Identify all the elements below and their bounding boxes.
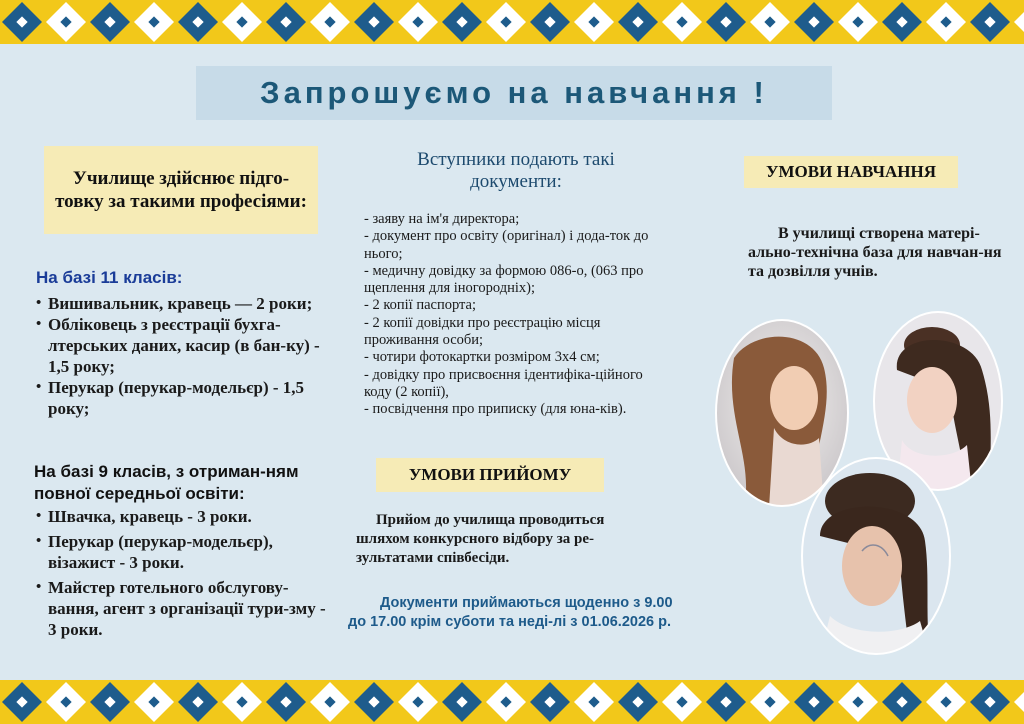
admission-text: Прийом до училища проводиться шляхом конкурсного відбору за ре-зультатами співбесіди.: [356, 512, 605, 566]
page-title-box: [196, 66, 832, 120]
training-heading-box: [744, 156, 958, 188]
list-item: • Майстер готельного обслугову-вання, агент з організації тури-зму - 3 роки.: [48, 577, 338, 640]
list-item: - заяву на ім'я директора;: [364, 211, 520, 227]
documents-heading: Вступники подають такі документи:: [417, 149, 615, 192]
top-ornament-band: [0, 0, 1024, 44]
list-item: - 2 копії паспорта;: [364, 297, 477, 314]
ornament-pattern: [0, 0, 1024, 44]
ornament-diamond: [1014, 2, 1024, 42]
page-title: Запрошуємо на навчання !: [260, 75, 768, 110]
admission-heading: УМОВИ ПРИЙОМУ: [408, 465, 572, 484]
base-9-heading: На базі 9 класів, з отриман-ням повної середньої освіти:: [34, 462, 299, 503]
list-item: - посвідчення про приписку (для юна-ків).: [364, 401, 627, 418]
admission-heading-box: [376, 458, 604, 492]
list-item: - 2 копії довідки про реєстрацію місця проживання особи;: [364, 314, 601, 349]
bottom-ornament-band: [0, 680, 1024, 724]
base-9-list: [34, 506, 338, 644]
training-heading: УМОВИ НАВЧАННЯ: [765, 162, 937, 181]
base-11-heading: На базі 11 класів:: [36, 268, 183, 287]
schedule-text: Документи приймаються щоденно з 9.00 до 17.00 крім суботи та неді-лі з 01.06.2026 р.: [348, 595, 673, 630]
list-item: - медичну довідку за формою 086-о, (063 про щеплення для іногородніх);: [364, 262, 644, 297]
professions-heading-box: [44, 146, 318, 234]
base-11-list: [34, 293, 338, 419]
documents-list: [364, 211, 674, 419]
list-item: - довідку про присвоєння ідентифіка-ційного коду (2 копії),: [364, 366, 643, 400]
professions-heading: Училище здійснює підго-товку за такими професіями:: [55, 168, 307, 212]
list-item: • Вишивальник, кравець — 2 роки;: [48, 293, 338, 314]
ornament-pattern: [0, 680, 1024, 724]
list-item: • Швачка, кравець - 3 роки.: [48, 506, 338, 527]
list-item: - чотири фотокартки розміром 3х4 см;: [364, 349, 600, 366]
list-item: • Перукар (перукар-модельєр), візажист - 3 роки.: [48, 531, 338, 573]
hairstyle-photo-3: [800, 456, 952, 656]
training-text: В училищі створена матері-ально-технічна база для навчан-ня та дозвілля учнів.: [748, 225, 1002, 280]
list-item: • Обліковець з реєстрації бухга-лтерських даних, касир (в бан-ку) - 1,5 року;: [48, 314, 338, 377]
list-item: - документ про освіту (оригінал) і дода-ток до нього;: [364, 228, 649, 262]
ornament-diamond: [1014, 682, 1024, 722]
list-item: • Перукар (перукар-модельєр) - 1,5 року;: [48, 377, 338, 419]
